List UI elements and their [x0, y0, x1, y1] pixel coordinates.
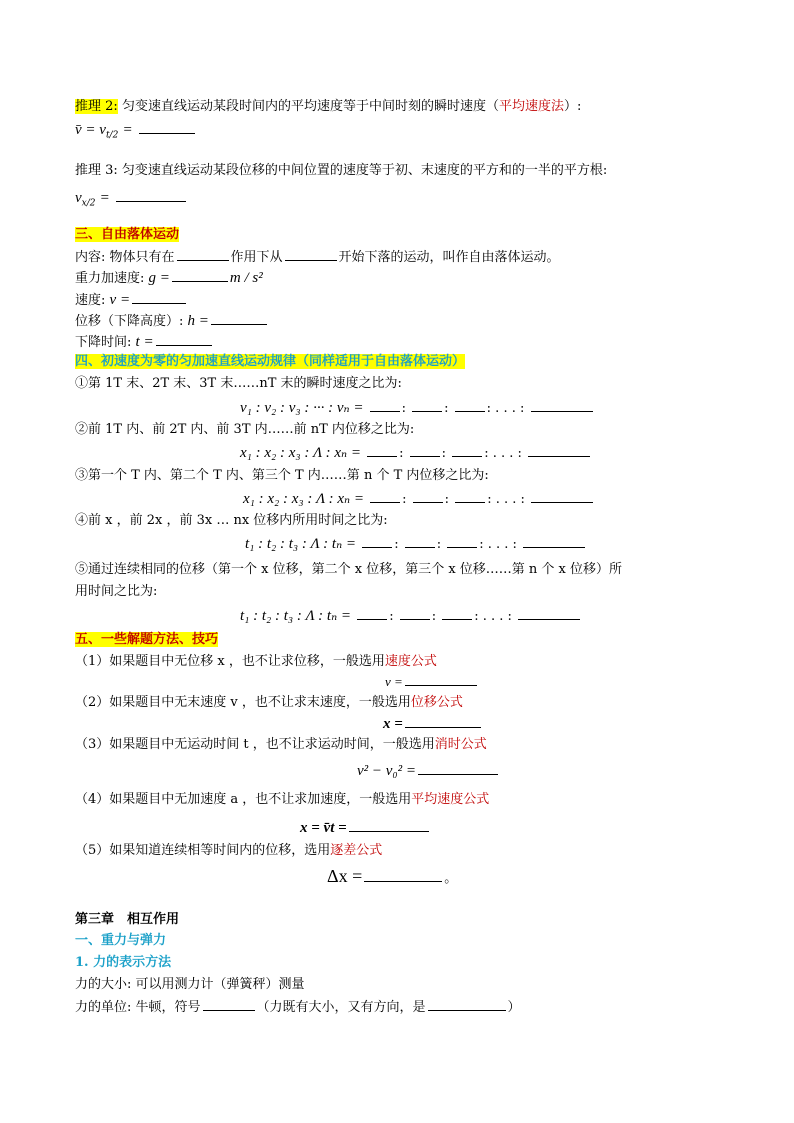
blank-4-3a[interactable]	[370, 489, 400, 503]
blank-state[interactable]	[285, 247, 337, 261]
sec3-time: 下降时间: t =	[75, 332, 214, 352]
blank-disp[interactable]	[211, 311, 267, 325]
inference2-formula: v̄ = $v_{t/2}$ =	[75, 120, 197, 145]
blank-4-1c[interactable]	[455, 398, 485, 412]
blank-4-5a[interactable]	[357, 606, 387, 620]
inference3-formula: $v_{x/2}$ =	[75, 188, 188, 213]
sec3-speed: 速度: v =	[75, 290, 188, 310]
inference3-line: 推理 3: 匀变速直线运动某段位移的中间位置的速度等于初、末速度的平方和的一半的平方根:	[75, 163, 608, 178]
sec3-disp: 位移（下降高度）: h =	[75, 311, 269, 331]
blank-5-5[interactable]	[364, 868, 442, 882]
blank-gravity[interactable]	[172, 268, 228, 282]
sec3-gravity: 重力加速度: g = m / s²	[75, 270, 263, 286]
sec3-content: 内容: 物体只有在 作用下从 开始下落的运动，叫作自由落体运动。	[75, 247, 560, 267]
chapter3-line1: 力的大小: 可以用测力计（弹簧秤）测量	[75, 977, 305, 992]
sec5-title: 五、一些解题方法、技巧	[75, 632, 219, 647]
sec4-item1: ①第 1T 末、2T 末、3T 末……nT 末的瞬时速度之比为:	[75, 376, 402, 391]
sec5-tip4: （4）如果题目中无加速度 a ，也不让求加速度，一般选用平均速度公式	[75, 792, 490, 807]
blank-4-5c[interactable]	[442, 606, 472, 620]
blank-5-2[interactable]	[405, 714, 481, 728]
blank-4-2d[interactable]	[528, 443, 590, 457]
sec4-item4: ④前 x ，前 2x ，前 3x … nx 位移内所用时间之比为:	[75, 513, 388, 528]
chapter3-sub2: 1. 力的表示方法	[75, 955, 172, 970]
blank-time[interactable]	[156, 332, 212, 346]
sec4-item2-formula: x₁ : x₂ : x₃ : Λ : xₙ = : : : . . . :	[240, 443, 592, 464]
sec5-tip5-formula: Δx = 。	[327, 866, 458, 886]
blank-inference3[interactable]	[116, 188, 186, 202]
blank-4-4d[interactable]	[523, 534, 585, 548]
sec5-tip3-formula: v² − v₀² =	[357, 761, 500, 782]
sec4-item5a: ⑤通过连续相同的位移（第一个 x 位移，第二个 x 位移，第三个 x 位移……第 n 个 x 位移）所	[75, 562, 623, 577]
blank-5-3[interactable]	[418, 761, 498, 775]
sec5-tip1-formula: v =	[385, 672, 479, 693]
sec4-item2: ②前 1T 内、前 2T 内、前 3T 内……前 nT 内位移之比为:	[75, 422, 415, 437]
sec4-item3: ③第一个 T 内、第二个 T 内、第三个 T 内……第 n 个 T 内位移之比为:	[75, 468, 489, 483]
inference2-method: 平均速度法	[498, 99, 564, 114]
sec4-item4-formula: t₁ : t₂ : t₃ : Λ : tₙ = : : : . . . :	[245, 534, 587, 555]
blank-4-2b[interactable]	[410, 443, 440, 457]
blank-4-2a[interactable]	[367, 443, 397, 457]
blank-4-1b[interactable]	[412, 398, 442, 412]
inference2-tail: ）:	[563, 99, 582, 114]
sec5-tip2-formula: x =	[383, 714, 483, 735]
inference2-text: 匀变速直线运动某段时间内的平均速度等于中间时刻的瞬时速度（	[121, 99, 499, 114]
blank-4-4a[interactable]	[362, 534, 392, 548]
sec4-item5-formula: t₁ : t₂ : t₃ : Λ : tₙ = : : : . . . :	[240, 606, 582, 627]
blank-force[interactable]	[177, 247, 229, 261]
sec3-title: 三、自由落体运动	[75, 227, 180, 242]
blank-4-2c[interactable]	[452, 443, 482, 457]
blank-vector[interactable]	[428, 997, 506, 1011]
inference2-line	[75, 98, 581, 116]
sec4-item5b: 用时间之比为:	[75, 584, 158, 599]
chapter3-line2: 力的单位: 牛顿，符号 （力既有大小，又有方向，是 ）	[75, 997, 521, 1017]
sec5-tip2: （2）如果题目中无末速度 v ，也不让求末速度，一般选用位移公式	[75, 695, 463, 710]
blank-4-5b[interactable]	[400, 606, 430, 620]
sec4-item3-formula: x₁ : x₂ : x₃ : Λ : xₙ = : : : . . . :	[243, 489, 595, 510]
blank-4-3c[interactable]	[455, 489, 485, 503]
sec5-tip1: （1）如果题目中无位移 x ，也不让求位移，一般选用速度公式	[75, 654, 437, 669]
blank-4-4b[interactable]	[405, 534, 435, 548]
blank-4-5d[interactable]	[518, 606, 580, 620]
sec4-item1-formula: v₁ : v₂ : v₃ : ··· : vₙ = : : : . . . :	[240, 398, 595, 419]
inference2-label: 推理 2:	[75, 99, 118, 114]
blank-5-1[interactable]	[405, 672, 477, 686]
blank-inference2[interactable]	[139, 120, 195, 134]
sec4-title: 四、初速度为零的匀加速直线运动规律（同样适用于自由落体运动）	[75, 354, 466, 369]
chapter3-title: 第三章 相互作用	[75, 912, 180, 927]
blank-unit-symbol[interactable]	[203, 997, 255, 1011]
blank-4-4c[interactable]	[447, 534, 477, 548]
chapter3-sub1: 一、重力与弹力	[75, 933, 167, 948]
blank-4-1d[interactable]	[531, 398, 593, 412]
blank-5-4[interactable]	[349, 818, 429, 832]
blank-4-3b[interactable]	[413, 489, 443, 503]
blank-speed[interactable]	[132, 290, 186, 304]
blank-4-3d[interactable]	[531, 489, 593, 503]
sec5-tip3: （3）如果题目中无运动时间 t ，也不让求运动时间，一般选用消时公式	[75, 737, 487, 752]
sec5-tip5: （5）如果知道连续相等时间内的位移，选用逐差公式	[75, 843, 383, 858]
sec5-tip4-formula: x = v̄t =	[300, 818, 431, 839]
blank-4-1a[interactable]	[370, 398, 400, 412]
